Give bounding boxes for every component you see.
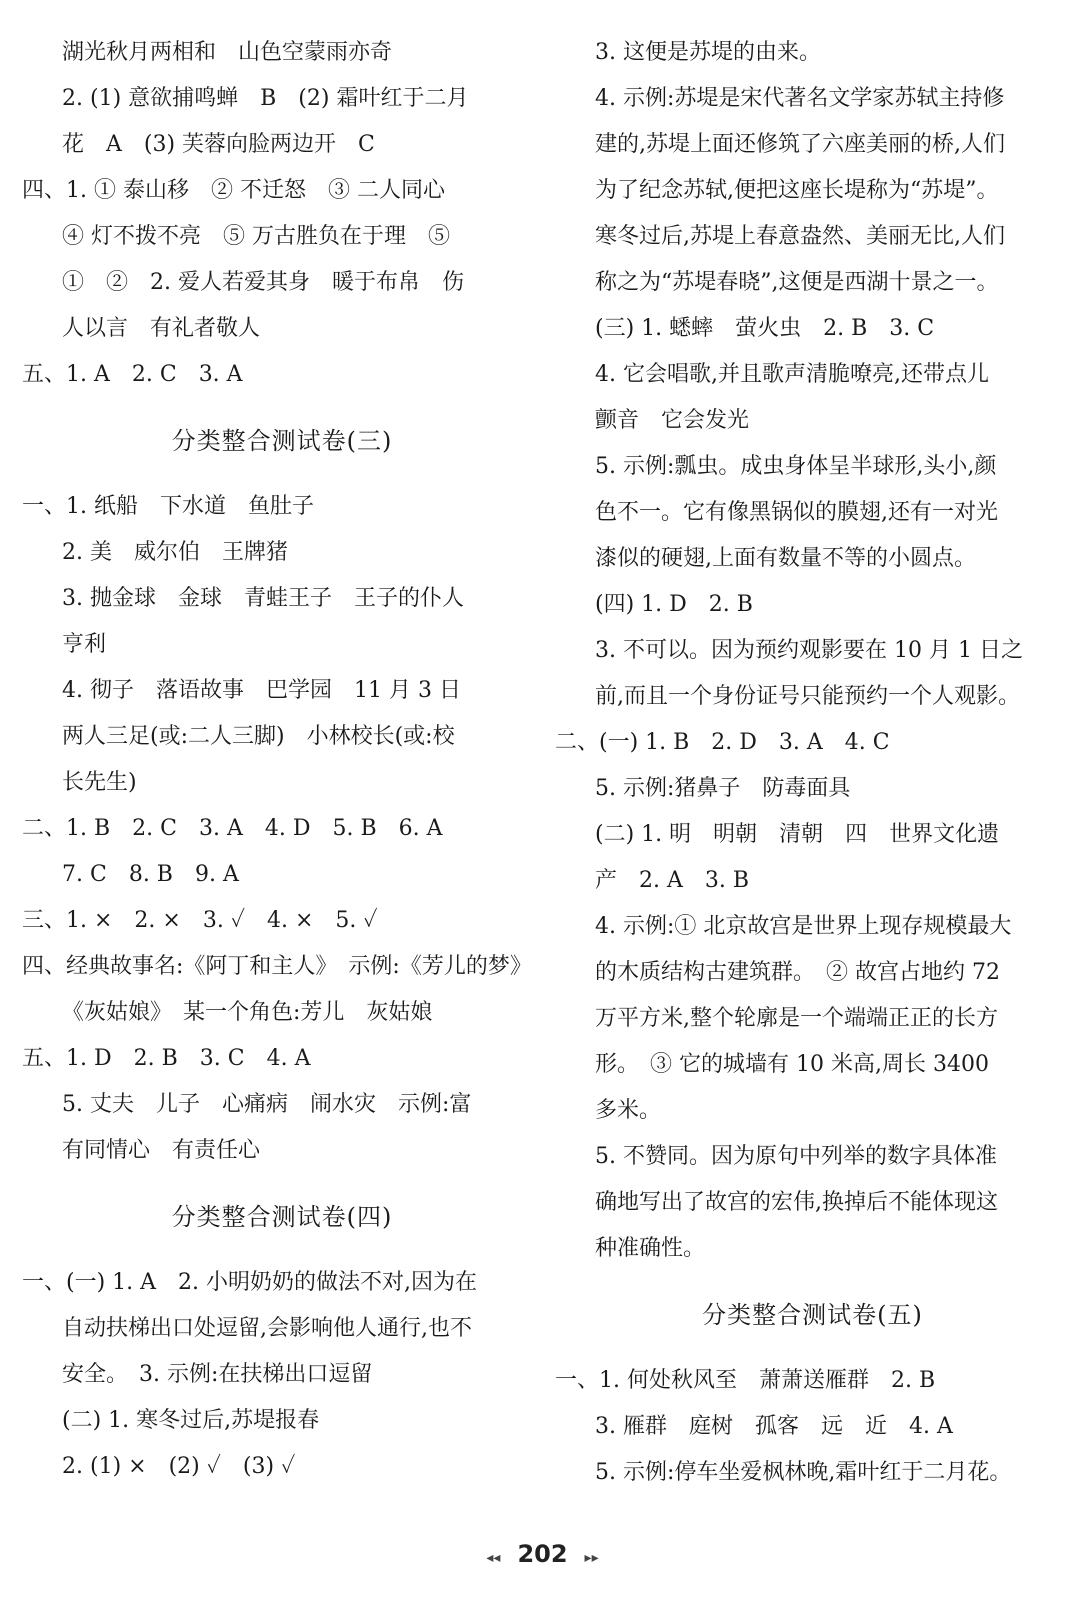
answer-line: 五、1. A 2. C 3. A	[22, 362, 243, 387]
answer-line: 种准确性。	[595, 1236, 706, 1261]
answer-line: 二、(一) 1. B 2. D 3. A 4. C	[555, 730, 890, 755]
answer-line: (二) 1. 寒冬过后,苏堤报春	[62, 1408, 320, 1433]
answer-line: 一、1. 纸船 下水道 鱼肚子	[22, 494, 314, 519]
answer-line: 3. 这便是苏堤的由来。	[595, 40, 821, 65]
answer-line: 5. 示例:停车坐爱枫林晚,霜叶红于二月花。	[595, 1460, 1012, 1485]
answer-line: 为了纪念苏轼,便把这座长堤称为“苏堤”。	[595, 178, 999, 203]
answer-line: 建的,苏堤上面还修筑了六座美丽的桥,人们	[595, 132, 1005, 157]
section-heading: 分类整合测试卷(三)	[171, 427, 393, 455]
answer-line: 5. 示例:猪鼻子 防毒面具	[595, 776, 851, 801]
right-column	[555, 30, 1070, 1496]
answer-line: 四、1. ① 泰山移 ② 不迁怒 ③ 二人同心	[22, 178, 445, 203]
answer-line: 产 2. A 3. B	[595, 868, 750, 893]
answer-line: 亨利	[62, 632, 107, 657]
section-heading: 分类整合测试卷(五)	[702, 1301, 923, 1329]
answer-line: 5. 丈夫 儿子 心痛病 闹水灾 示例:富	[62, 1092, 472, 1117]
answer-line: 花 A (3) 芙蓉向脸两边开 C	[62, 132, 375, 157]
answer-line: 前,而且一个身份证号只能预约一个人观影。	[595, 684, 1020, 709]
answer-line: 三、1. × 2. × 3. ✓ 4. × 5. ✓	[22, 908, 378, 933]
page-number: 202	[517, 1540, 568, 1568]
answer-line: 安全。 3. 示例:在扶梯出口逗留	[62, 1362, 373, 1387]
answer-line: 色不一。它有像黑锅似的膜翅,还有一对光	[595, 500, 998, 525]
answer-line: 2. 美 威尔伯 王牌猪	[62, 540, 288, 565]
answer-line: 颤音 它会发光	[595, 408, 750, 433]
answer-line: 漆似的硬翅,上面有数量不等的小圆点。	[595, 546, 976, 571]
answer-line: ① ② 2. 爱人若爱其身 暖于布帛 伤	[62, 270, 464, 295]
left-column	[22, 30, 542, 1490]
answer-line: 3. 抛金球 金球 青蛙王子 王子的仆人	[62, 586, 464, 611]
section-heading: 分类整合测试卷(四)	[171, 1203, 393, 1231]
answer-line: 5. 不赞同。因为原句中列举的数字具体准	[595, 1144, 997, 1169]
answer-line: 3. 雁群 庭树 孤客 远 近 4. A	[595, 1414, 953, 1439]
answer-line: 有同情心 有责任心	[62, 1138, 261, 1163]
answer-line: 五、1. D 2. B 3. C 4. A	[22, 1046, 311, 1071]
answer-line: 的木质结构古建筑群。 ② 故宫占地约 72	[595, 960, 1000, 985]
prev-arrows-icon: ◂◂	[486, 1550, 501, 1566]
answer-line: 湖光秋月两相和 山色空蒙雨亦奇	[62, 40, 393, 65]
answer-line: 4. 彻子 落语故事 巴学园 11 月 3 日	[62, 678, 461, 703]
answer-line: 二、1. B 2. C 3. A 4. D 5. B 6. A	[22, 816, 443, 841]
answer-line: 一、(一) 1. A 2. 小明奶奶的做法不对,因为在	[22, 1270, 478, 1295]
answer-line: 长先生)	[62, 770, 137, 795]
answer-line: 寒冬过后,苏堤上春意盎然、美丽无比,人们	[595, 224, 1005, 249]
answer-line: 《灰姑娘》 某一个角色:芳儿 灰姑娘	[62, 1000, 433, 1025]
answer-line: (四) 1. D 2. B	[595, 592, 753, 617]
answer-line: 4. 示例:苏堤是宋代著名文学家苏轼主持修	[595, 86, 1005, 111]
answer-line: 4. 它会唱歌,并且歌声清脆嘹亮,还带点儿	[595, 362, 989, 387]
answer-line: 3. 不可以。因为预约观影要在 10 月 1 日之	[595, 638, 1023, 663]
answer-line: 5. 示例:瓢虫。成虫身体呈半球形,头小,颜	[595, 454, 997, 479]
answer-line: 两人三足(或:二人三脚) 小林校长(或:校	[62, 724, 455, 749]
answer-line: 自动扶梯出口处逗留,会影响他人通行,也不	[62, 1316, 472, 1341]
page-footer	[0, 1540, 1085, 1568]
answer-line: (三) 1. 蟋蟀 萤火虫 2. B 3. C	[595, 316, 935, 341]
answer-line: ④ 灯不拨不亮 ⑤ 万古胜负在于理 ⑤	[62, 224, 450, 249]
answer-line: 4. 示例:① 北京故宫是世界上现存规模最大	[595, 914, 1012, 939]
answer-line: 一、1. 何处秋风至 萧萧送雁群 2. B	[555, 1368, 936, 1393]
answer-line: 多米。	[595, 1098, 662, 1123]
answer-line: (二) 1. 明 明朝 清朝 四 世界文化遗	[595, 822, 1000, 847]
answer-line: 2. (1) 意欲捕鸣蝉 B (2) 霜叶红于二月	[62, 86, 469, 111]
answer-line: 人以言 有礼者敬人	[62, 316, 261, 341]
answer-line: 称之为“苏堤春晓”,这便是西湖十景之一。	[595, 270, 999, 295]
answer-line: 万平方米,整个轮廓是一个端端正正的长方	[595, 1006, 998, 1031]
answer-line: 四、经典故事名:《阿丁和主人》 示例:《芳儿的梦》	[22, 954, 532, 979]
answer-line: 7. C 8. B 9. A	[62, 862, 239, 887]
answer-line: 形。 ③ 它的城墙有 10 米高,周长 3400	[595, 1052, 989, 1077]
answer-line: 确地写出了故宫的宏伟,换掉后不能体现这	[595, 1190, 998, 1215]
next-arrows-icon: ▸▸	[584, 1550, 599, 1566]
answer-line: 2. (1) × (2) ✓ (3) ✓	[62, 1454, 296, 1479]
